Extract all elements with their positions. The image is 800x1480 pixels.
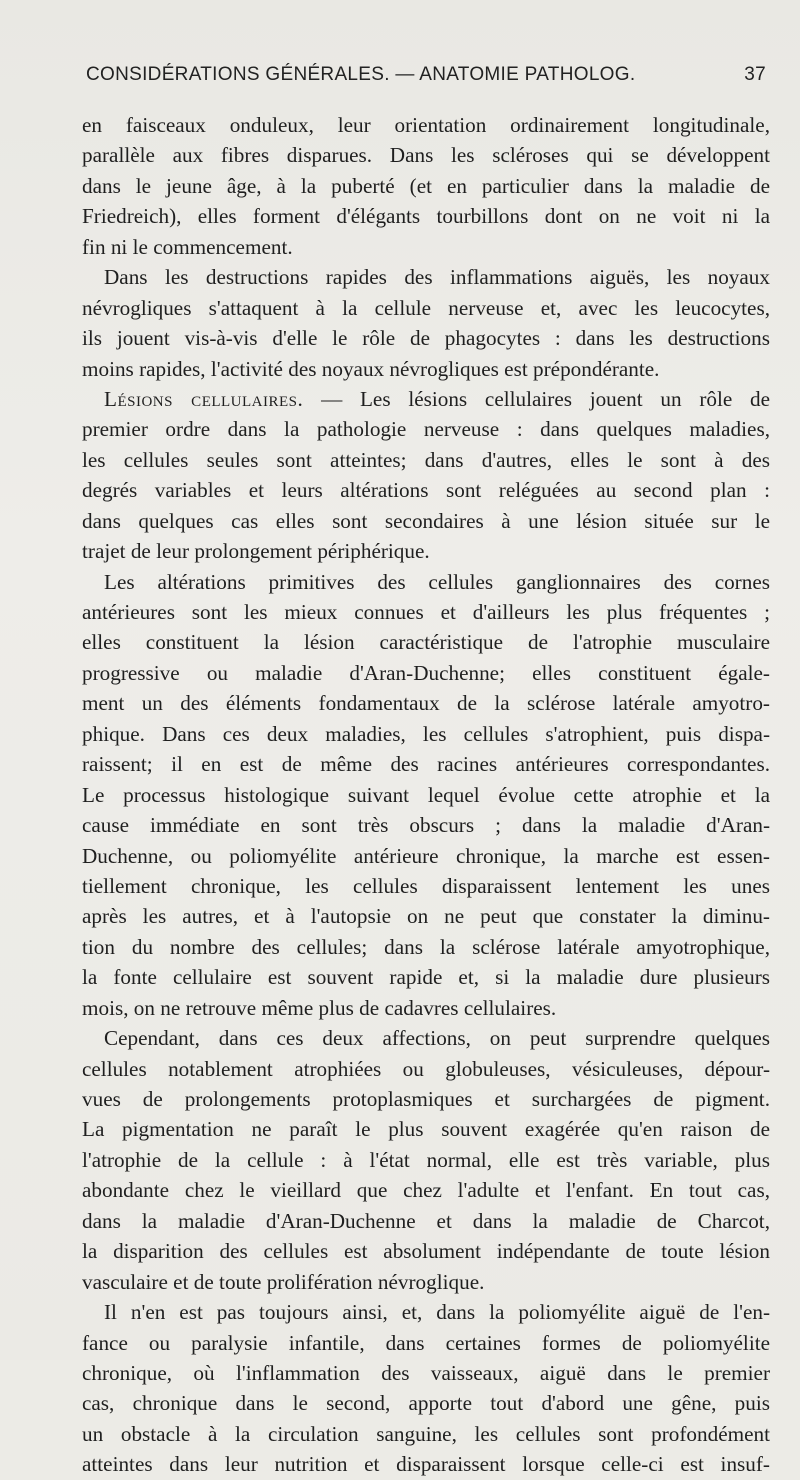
text-line: la disparition des cellules est absolument indépendante de toute lésion — [82, 1239, 770, 1264]
text-line: après les autres, et à l'autopsie on ne peut que constater la diminu- — [82, 904, 770, 929]
text-line: Dans les destructions rapides des inflammations aiguës, les noyaux — [104, 265, 770, 290]
line-text: — Les lésions cellulaires jouent un rôle de — [321, 386, 770, 411]
body-text — [82, 110, 770, 1480]
text-line: moins rapides, l'activité des noyaux névrogliques est prépondérante. — [82, 356, 660, 381]
text-line: ment un des éléments fondamentaux de la sclérose latérale amyotro- — [82, 691, 770, 716]
text-line: atteintes dans leur nutrition et disparaissent lorsque celle-ci est insuf- — [82, 1452, 770, 1477]
text-line: trajet de leur prolongement périphérique. — [82, 539, 430, 564]
text-line: abondante chez le vieillard que chez l'adulte et l'enfant. En tout cas, — [82, 1178, 770, 1203]
text-line: Le processus histologique suivant lequel évolue cette atrophie et la — [82, 782, 770, 807]
section-lead: Lésions cellulaires. — [104, 386, 304, 411]
text-line: vues de prolongements protoplasmiques et surchargées de pigment. — [82, 1087, 770, 1111]
text-line: La pigmentation ne paraît le plus souvent exagérée qu'en raison de — [82, 1117, 770, 1142]
text-line: elles constituent la lésion caractéristique de l'atrophie musculaire — [82, 630, 770, 655]
text-line: Cependant, dans ces deux affections, on peut surprendre quelques — [104, 1026, 770, 1051]
running-header — [86, 64, 766, 92]
text-line: tion du nombre des cellules; dans la sclérose latérale amyotrophique, — [82, 934, 770, 959]
text-line: premier ordre dans la pathologie nerveuse : dans quelques maladies, — [82, 417, 770, 442]
text-line: degrés variables et leurs altérations sont reléguées au second plan : — [82, 478, 770, 503]
text-line: tiellement chronique, les cellules disparaissent lentement les unes — [82, 873, 770, 898]
text-line: cas, chronique dans le second, apporte tout d'abord une gêne, puis — [82, 1391, 770, 1416]
text-line: cause immédiate en sont très obscurs ; dans la maladie d'Aran- — [82, 813, 770, 838]
text-line — [82, 384, 770, 414]
text-line: chronique, où l'inflammation des vaisseaux, aiguë dans le premier — [82, 1360, 770, 1385]
text-line: antérieures sont les mieux connues et d'ailleurs les plus fréquentes ; — [82, 600, 770, 624]
text-line: Les altérations primitives des cellules ganglionnaires des cornes — [104, 569, 770, 594]
text-line: Duchenne, ou poliomyélite antérieure chronique, la marche est essen- — [82, 843, 770, 868]
text-line: vasculaire et de toute prolifération névroglique. — [82, 1269, 485, 1294]
text-line: l'atrophie de la cellule : à l'état normal, elle est très variable, plus — [82, 1147, 770, 1172]
text-line: cellules notablement atrophiées ou globuleuses, vésiculeuses, dépour- — [82, 1056, 770, 1081]
text-line: dans la maladie d'Aran-Duchenne et dans la maladie de Charcot, — [82, 1208, 770, 1233]
text-line: les cellules seules sont atteintes; dans d'autres, elles le sont à des — [82, 447, 770, 472]
text-line: Il n'en est pas toujours ainsi, et, dans la poliomyélite aiguë de l'en- — [104, 1300, 770, 1325]
page-number: 37 — [744, 64, 766, 85]
text-line: ils jouent vis-à-vis d'elle le rôle de phagocytes : dans les destructions — [82, 326, 770, 351]
text-line: en faisceaux onduleux, leur orientation ordinairement longitudinale, — [82, 113, 770, 137]
text-line: progressive ou maladie d'Aran-Duchenne; elles constituent égale- — [82, 660, 770, 685]
text-line: phique. Dans ces deux maladies, les cellules s'atrophient, puis dispa- — [82, 721, 770, 746]
text-line: dans le jeune âge, à la puberté (et en particulier dans la maladie de — [82, 173, 770, 198]
text-line: un obstacle à la circulation sanguine, les cellules sont profondément — [82, 1421, 770, 1446]
running-title: CONSIDÉRATIONS GÉNÉRALES. — ANATOMIE PATHOLOG. — [86, 64, 636, 85]
text-line: la fonte cellulaire est souvent rapide et, si la maladie dure plusieurs — [82, 965, 770, 990]
text-line: mois, on ne retrouve même plus de cadavres cellulaires. — [82, 995, 557, 1020]
text-line: fin ni le commencement. — [82, 234, 293, 259]
text-line: parallèle aux fibres disparues. Dans les scléroses qui se développent — [82, 143, 770, 168]
text-line: dans quelques cas elles sont secondaires à une lésion située sur le — [82, 508, 770, 533]
text-line: névrogliques s'attaquent à la cellule nerveuse et, avec les leucocytes, — [82, 295, 770, 320]
text-line: fance ou paralysie infantile, dans certaines formes de poliomyélite — [82, 1330, 770, 1355]
text-line: raissent; il en est de même des racines antérieures correspondantes. — [82, 752, 770, 777]
text-line: Friedreich), elles forment d'élégants tourbillons dont on ne voit ni la — [82, 204, 770, 229]
